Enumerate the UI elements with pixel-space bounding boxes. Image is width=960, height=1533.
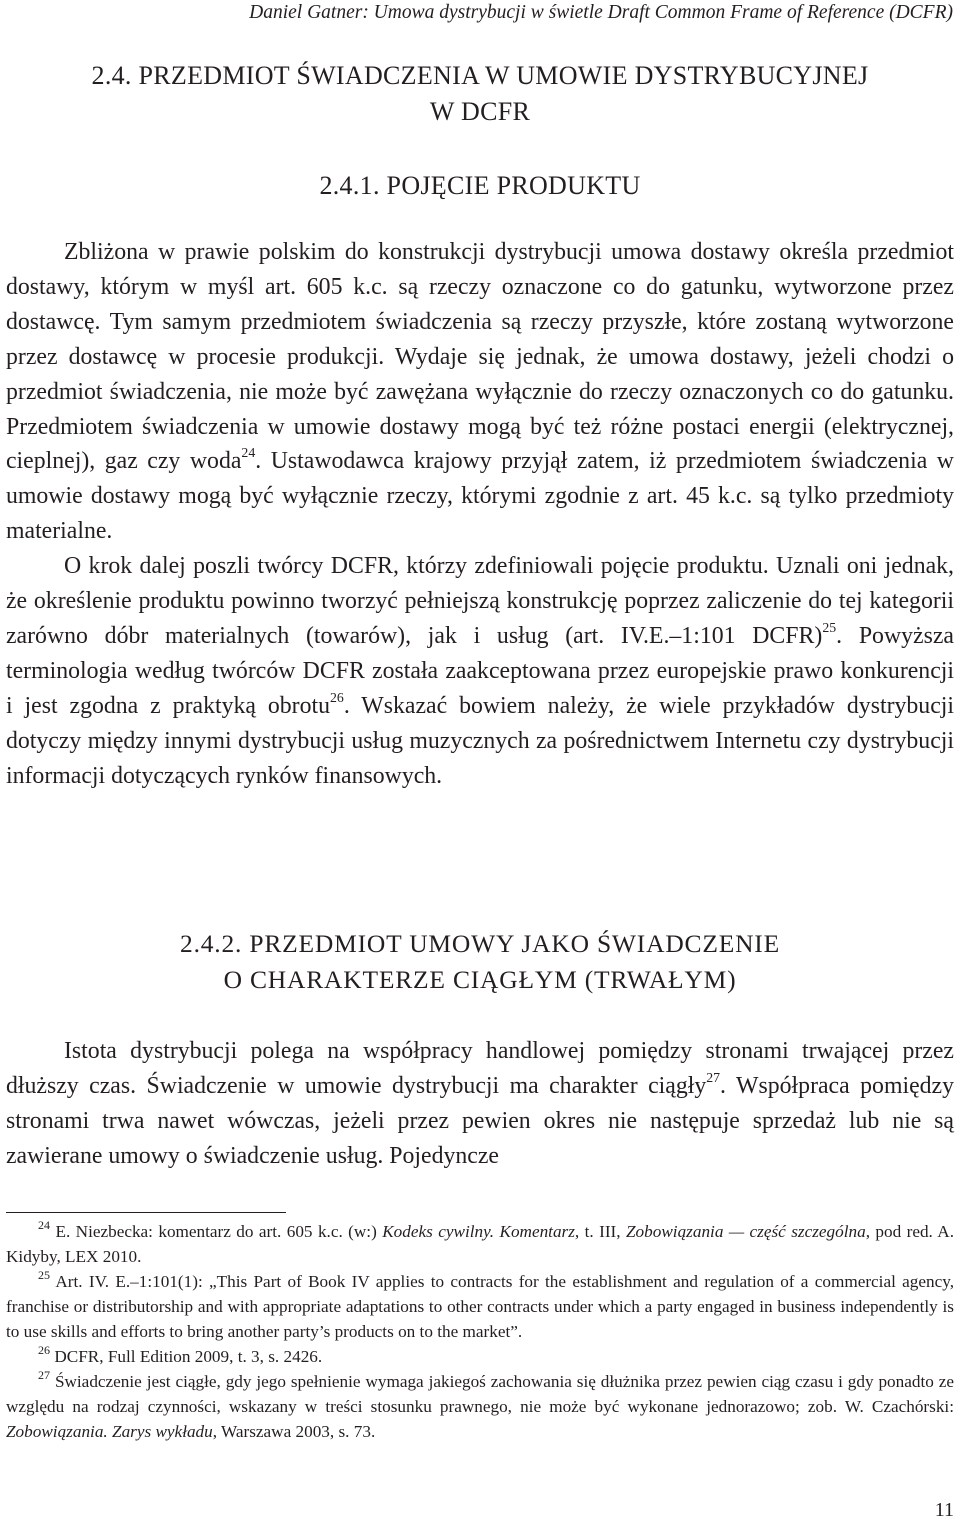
paragraph-text: O krok dalej poszli twórcy DCFR, którzy zdefiniowali pojęcie produktu. Uznali oni jednak, że określenie produktu powinno tworzyć pełniejszą konstrukcję poprzez zaliczenie do tej kategorii zarówno dóbr materialnych (towarów), jak i usług (art. IV.E.–1:101 DCFR) — [6, 553, 954, 649]
footnote-26 — [6, 1344, 954, 1369]
cited-title: Zobowiązania. Zarys wykładu — [6, 1422, 213, 1441]
subsection-heading-2 — [0, 926, 960, 998]
footnote-text: Świadczenie jest ciągłe, gdy jego spełnienie wymaga jakiegoś zachowania się dłużnika przez pewien ciąg czasu i gdy ponadto ze względu na rodzaj czynności, wskazany w treści stosunku prawnego, nie może być wykonane jednorazowo; zob. W. Czachórski: — [6, 1372, 954, 1416]
paragraph-text: Zbliżona w prawie polskim do konstrukcji dystrybucji umowa dostawy określa przedmiot dostawy, którym w myśl art. 605 k.c. są rzeczy oznaczone co do gatunku, wytworzone przez dostawcę. Tym samym przedmiotem świadczenia są rzeczy przyszłe, które zostaną wytworzone przez dostawcę w procesie produkcji. Wydaje się jednak, że umowa dostawy, jeżeli chodzi o przedmiot świadczenia, nie może być zawężana wyłącznie do rzeczy oznaczonych co do gatunku. Przedmiotem świadczenia w umowie dostawy mogą być też różne postaci energii (elektrycznej, cieplnej), gaz czy woda — [6, 239, 954, 475]
footnote-ref-27[interactable]: 27 — [706, 1069, 721, 1085]
paragraph — [6, 235, 954, 549]
paragraph — [6, 549, 954, 793]
page-number: 11 — [934, 1499, 954, 1521]
section-heading-line-2: W DCFR — [429, 97, 531, 126]
footnote-27 — [6, 1369, 954, 1444]
footnote-number: 26 — [38, 1343, 51, 1358]
section-heading-line-1: 2.4. PRZEDMIOT ŚWIADCZENIA W UMOWIE DYSTRYBUCYJNEJ — [91, 61, 869, 90]
subsection-1-body — [6, 235, 954, 794]
paragraph — [6, 1034, 954, 1174]
footnote-24 — [6, 1219, 954, 1269]
footnote-ref-26[interactable]: 26 — [330, 689, 344, 705]
footnote-text: DCFR, Full Edition 2009, t. 3, s. 2426. — [54, 1347, 323, 1366]
footnote-text: , t. III, — [574, 1222, 626, 1241]
subsection-heading-2-line-1: 2.4.2. PRZEDMIOT UMOWY JAKO ŚWIADCZENIE — [180, 929, 780, 958]
footnote-ref-25[interactable]: 25 — [822, 619, 837, 635]
paragraph-text: Istota dystrybucji polega na współpracy handlowej pomiędzy stronami trwającej przez dłuższy czas. Świadczenie w umowie dystrybucji ma charakter ciągły — [6, 1038, 954, 1099]
section-heading — [0, 58, 960, 130]
subsection-heading-2-line-2: O CHARAKTERZE CIĄGŁYM (TRWAŁYM) — [223, 965, 737, 994]
footnote-number: 24 — [38, 1218, 51, 1233]
running-header: Daniel Gatner: Umowa dystrybucji w świetle Draft Common Frame of Reference (DCFR) — [249, 2, 953, 23]
footnote-number: 25 — [38, 1268, 51, 1283]
paragraph-text: . Współpraca pomiędzy stronami trwa nawet wówczas, jeżeli przez pewien okres nie następuje sprzedaż lub nie są zawierane umowy o świadczenie usług. Pojedyncze — [6, 1072, 954, 1169]
footnote-separator — [6, 1212, 286, 1213]
footnote-text: E. Niezbecka: komentarz do art. 605 k.c. (w:) — [55, 1222, 383, 1241]
footnote-text: Art. IV. E.–1:101(1): „This Part of Book IV applies to contracts for the establishment and regulation of a commercial agency, franchise or distributorship and with appropriate adaptations to other contracts under which a party engaged in business independently is to use skills and efforts to bring another party’s products on to the market”. — [6, 1272, 954, 1341]
footnote-ref-24[interactable]: 24 — [241, 445, 256, 461]
cited-title: Kodeks cywilny. Komentarz — [382, 1222, 575, 1241]
footnote-text: , Warszawa 2003, s. 73. — [212, 1422, 376, 1441]
paragraph-text: . Powyższa terminologia według twórców DCFR została zaakceptowana przez europejskie prawo konkurencji i jest zgodna z praktyką obrotu — [6, 622, 954, 719]
paragraph-text: . Wskazać bowiem należy, że wiele przykładów dystrybucji dotyczy między innymi dystrybucji usług muzycznych za pośrednictwem Internetu czy dystrybucji informacji dotyczących rynków finansowych. — [6, 692, 954, 789]
subsection-heading-1: 2.4.1. POJĘCIE PRODUKTU — [319, 171, 641, 200]
paragraph-text: . Ustawodawca krajowy przyjął zatem, iż przedmiotem świadczenia w umowie dostawy mogą być wyłącznie rzeczy, którymi zgodnie z art. 45 k.c. są tylko przedmioty materialne. — [6, 448, 954, 545]
footnote-number: 27 — [38, 1368, 51, 1383]
footnotes — [6, 1219, 954, 1444]
footnote-text: , pod red. A. Kidyby, LEX 2010. — [6, 1222, 955, 1266]
cited-title: Zobowiązania — część szczególna — [626, 1222, 866, 1241]
footnote-25 — [6, 1269, 954, 1344]
subsection-2-body — [6, 1034, 954, 1174]
